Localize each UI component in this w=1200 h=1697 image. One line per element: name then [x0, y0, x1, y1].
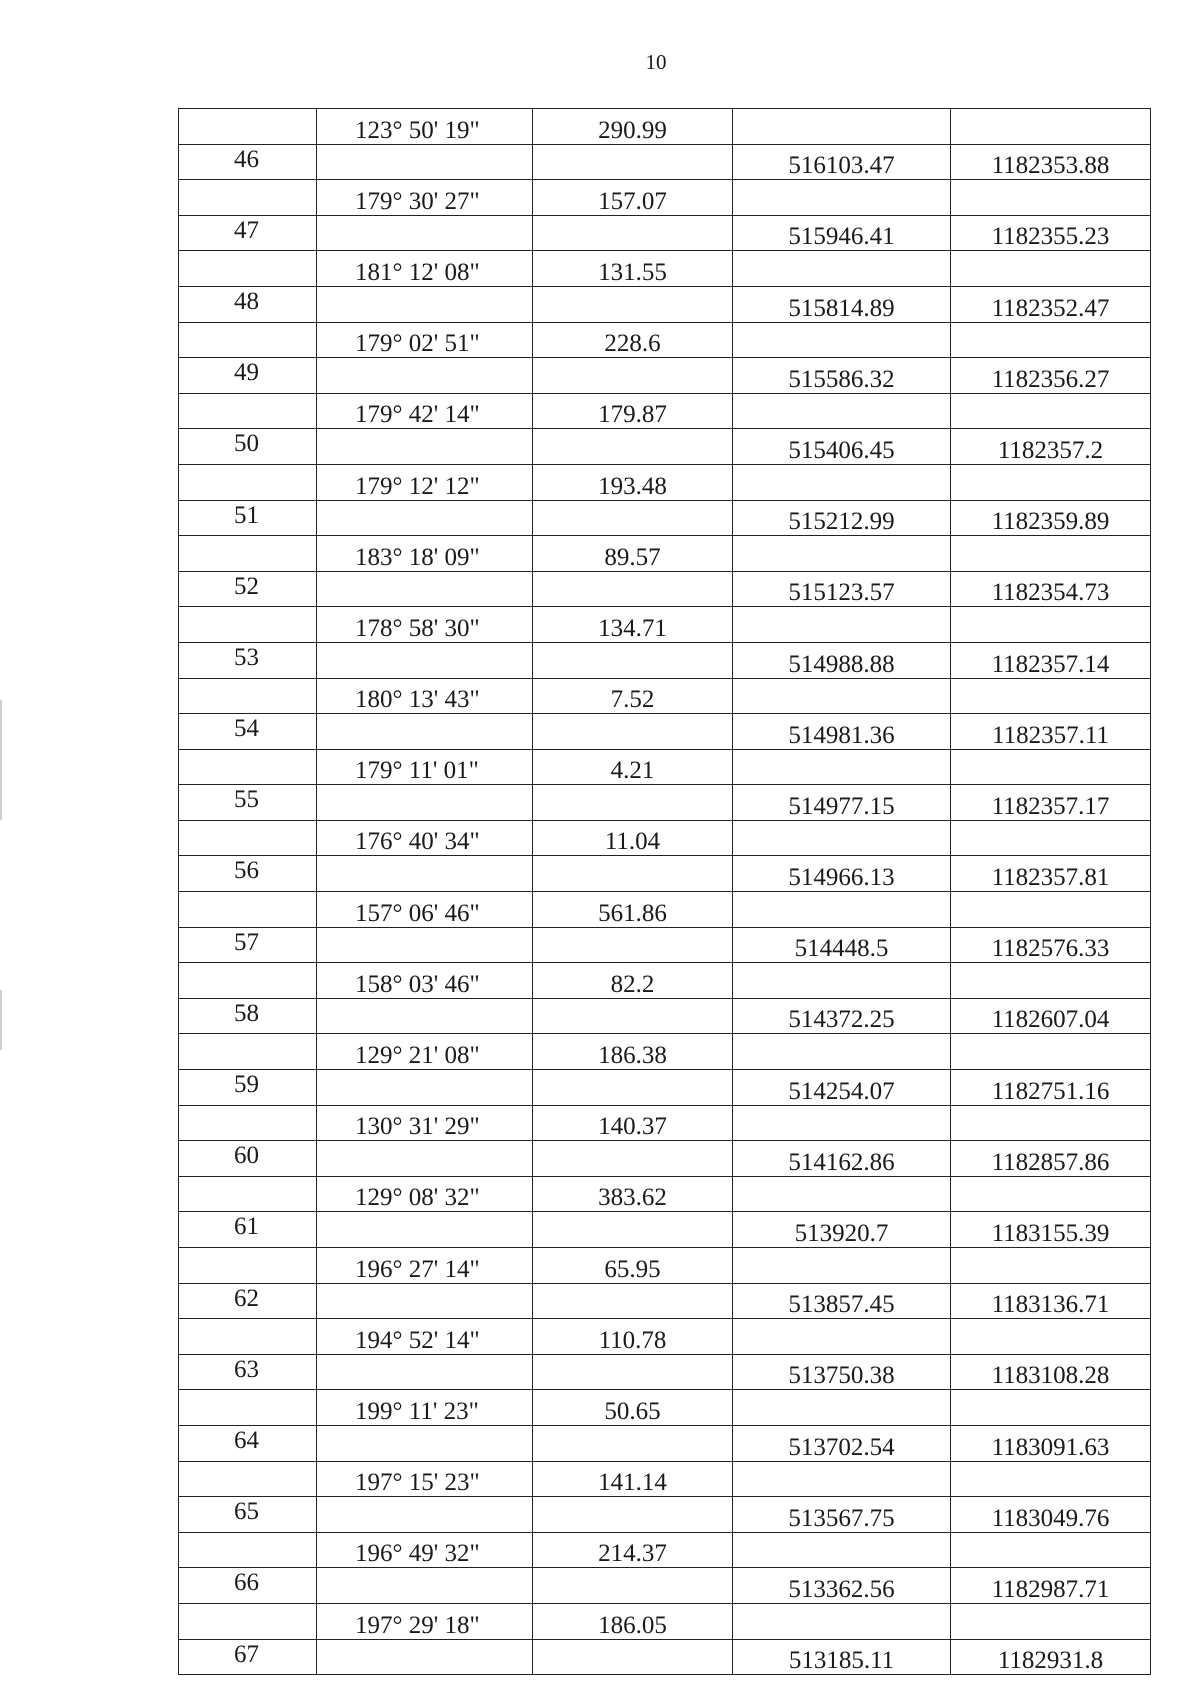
easting-cell: 1182357.17 [951, 785, 1151, 821]
table-row [179, 144, 1151, 180]
table-row [179, 998, 1151, 1034]
station-cell: 52 [179, 571, 317, 607]
northing-cell [733, 1248, 951, 1284]
bearing-cell: 181° 12' 08" [317, 251, 533, 287]
station-cell [179, 820, 317, 856]
distance-cell [533, 500, 733, 536]
table-row [179, 1248, 1151, 1284]
bearing-cell [317, 429, 533, 465]
distance-cell: 131.55 [533, 251, 733, 287]
scan-edge-mark [0, 700, 2, 820]
bearing-cell [317, 927, 533, 963]
northing-cell [733, 678, 951, 714]
bearing-cell: 197° 15' 23" [317, 1461, 533, 1497]
station-cell [179, 1603, 317, 1639]
station-cell [179, 749, 317, 785]
station-cell: 47 [179, 215, 317, 251]
easting-cell: 1182987.71 [951, 1568, 1151, 1604]
station-cell: 63 [179, 1354, 317, 1390]
easting-cell: 1182751.16 [951, 1070, 1151, 1106]
distance-cell [533, 785, 733, 821]
easting-cell [951, 892, 1151, 928]
northing-cell [733, 1105, 951, 1141]
station-cell: 53 [179, 642, 317, 678]
station-cell: 58 [179, 998, 317, 1034]
table-row [179, 1141, 1151, 1177]
station-cell [179, 1461, 317, 1497]
station-cell: 50 [179, 429, 317, 465]
station-cell [179, 1105, 317, 1141]
easting-cell [951, 1248, 1151, 1284]
distance-cell: 89.57 [533, 536, 733, 572]
bearing-cell [317, 856, 533, 892]
table-row [179, 678, 1151, 714]
northing-cell: 513567.75 [733, 1497, 951, 1533]
distance-cell: 193.48 [533, 464, 733, 500]
easting-cell: 1182353.88 [951, 144, 1151, 180]
easting-cell [951, 251, 1151, 287]
bearing-cell: 196° 27' 14" [317, 1248, 533, 1284]
station-cell: 64 [179, 1425, 317, 1461]
northing-cell: 514372.25 [733, 998, 951, 1034]
easting-cell: 1182357.11 [951, 714, 1151, 750]
northing-cell [733, 892, 951, 928]
easting-cell [951, 1319, 1151, 1355]
table-row [179, 1532, 1151, 1568]
northing-cell [733, 1532, 951, 1568]
table-row [179, 322, 1151, 358]
northing-cell [733, 393, 951, 429]
table-row [179, 1070, 1151, 1106]
station-cell: 49 [179, 358, 317, 394]
distance-cell: 11.04 [533, 820, 733, 856]
northing-cell: 515814.89 [733, 286, 951, 322]
bearing-cell [317, 1497, 533, 1533]
table-row [179, 1639, 1151, 1675]
bearing-cell [317, 1425, 533, 1461]
bearing-cell: 179° 11' 01" [317, 749, 533, 785]
station-cell [179, 536, 317, 572]
northing-cell: 514988.88 [733, 642, 951, 678]
easting-cell: 1182931.8 [951, 1639, 1151, 1675]
station-cell: 51 [179, 500, 317, 536]
easting-cell: 1183155.39 [951, 1212, 1151, 1248]
station-cell: 59 [179, 1070, 317, 1106]
northing-cell: 515123.57 [733, 571, 951, 607]
distance-cell [533, 429, 733, 465]
bearing-cell: 179° 12' 12" [317, 464, 533, 500]
northing-cell: 513857.45 [733, 1283, 951, 1319]
distance-cell [533, 1283, 733, 1319]
station-cell: 54 [179, 714, 317, 750]
station-cell [179, 1248, 317, 1284]
station-cell [179, 1034, 317, 1070]
easting-cell [951, 109, 1151, 145]
bearing-cell [317, 714, 533, 750]
bearing-cell [317, 144, 533, 180]
station-cell [179, 109, 317, 145]
station-cell: 60 [179, 1141, 317, 1177]
northing-cell: 515212.99 [733, 500, 951, 536]
table-row [179, 1425, 1151, 1461]
bearing-cell [317, 358, 533, 394]
bearing-cell: 176° 40' 34" [317, 820, 533, 856]
distance-cell [533, 1568, 733, 1604]
northing-cell [733, 820, 951, 856]
bearing-cell: 129° 21' 08" [317, 1034, 533, 1070]
northing-cell [733, 180, 951, 216]
table-row [179, 215, 1151, 251]
northing-cell [733, 1390, 951, 1426]
northing-cell [733, 109, 951, 145]
bearing-cell: 194° 52' 14" [317, 1319, 533, 1355]
distance-cell: 186.38 [533, 1034, 733, 1070]
bearing-cell: 129° 08' 32" [317, 1176, 533, 1212]
distance-cell [533, 1141, 733, 1177]
station-cell: 67 [179, 1639, 317, 1675]
northing-cell [733, 1461, 951, 1497]
bearing-cell: 199° 11' 23" [317, 1390, 533, 1426]
station-cell [179, 322, 317, 358]
bearing-cell: 179° 42' 14" [317, 393, 533, 429]
bearing-cell [317, 1568, 533, 1604]
table-row [179, 1319, 1151, 1355]
easting-cell [951, 1461, 1151, 1497]
bearing-cell: 130° 31' 29" [317, 1105, 533, 1141]
easting-cell [951, 464, 1151, 500]
bearing-cell: 158° 03' 46" [317, 963, 533, 999]
easting-cell [951, 1034, 1151, 1070]
station-cell [179, 1532, 317, 1568]
easting-cell: 1183136.71 [951, 1283, 1151, 1319]
northing-cell: 513750.38 [733, 1354, 951, 1390]
bearing-cell [317, 571, 533, 607]
table-row [179, 1603, 1151, 1639]
northing-cell: 513362.56 [733, 1568, 951, 1604]
station-cell: 66 [179, 1568, 317, 1604]
easting-cell: 1182357.81 [951, 856, 1151, 892]
distance-cell [533, 215, 733, 251]
northing-cell [733, 749, 951, 785]
distance-cell: 228.6 [533, 322, 733, 358]
easting-cell [951, 820, 1151, 856]
page-number: 10 [645, 50, 667, 74]
distance-cell: 82.2 [533, 963, 733, 999]
station-cell [179, 1390, 317, 1426]
bearing-cell: 197° 29' 18" [317, 1603, 533, 1639]
table-row [179, 251, 1151, 287]
distance-cell: 290.99 [533, 109, 733, 145]
distance-cell [533, 1425, 733, 1461]
station-cell [179, 393, 317, 429]
easting-cell [951, 1105, 1151, 1141]
table-row [179, 1105, 1151, 1141]
station-cell [179, 1319, 317, 1355]
easting-cell: 1183108.28 [951, 1354, 1151, 1390]
survey-traverse-table [178, 108, 1151, 1675]
northing-cell [733, 1319, 951, 1355]
easting-cell [951, 749, 1151, 785]
northing-cell [733, 1176, 951, 1212]
distance-cell [533, 286, 733, 322]
distance-cell: 4.21 [533, 749, 733, 785]
table-row [179, 642, 1151, 678]
table-row [179, 749, 1151, 785]
distance-cell [533, 927, 733, 963]
distance-cell [533, 998, 733, 1034]
northing-cell: 513185.11 [733, 1639, 951, 1675]
table-row [179, 963, 1151, 999]
northing-cell: 514977.15 [733, 785, 951, 821]
table-row [179, 1568, 1151, 1604]
distance-cell: 7.52 [533, 678, 733, 714]
table-row [179, 820, 1151, 856]
bearing-cell: 178° 58' 30" [317, 607, 533, 643]
table-row [179, 1354, 1151, 1390]
easting-cell: 1182356.27 [951, 358, 1151, 394]
bearing-cell [317, 286, 533, 322]
bearing-cell: 183° 18' 09" [317, 536, 533, 572]
table-row [179, 1176, 1151, 1212]
easting-cell: 1182354.73 [951, 571, 1151, 607]
station-cell [179, 1176, 317, 1212]
northing-cell: 514448.5 [733, 927, 951, 963]
table-row [179, 358, 1151, 394]
station-cell [179, 963, 317, 999]
station-cell [179, 464, 317, 500]
table-row [179, 536, 1151, 572]
easting-cell [951, 1390, 1151, 1426]
bearing-cell: 123° 50' 19" [317, 109, 533, 145]
distance-cell [533, 1354, 733, 1390]
easting-cell: 1182607.04 [951, 998, 1151, 1034]
northing-cell: 515406.45 [733, 429, 951, 465]
table-row [179, 1212, 1151, 1248]
northing-cell: 515586.32 [733, 358, 951, 394]
distance-cell: 140.37 [533, 1105, 733, 1141]
distance-cell: 157.07 [533, 180, 733, 216]
distance-cell [533, 714, 733, 750]
northing-cell: 516103.47 [733, 144, 951, 180]
northing-cell [733, 251, 951, 287]
table-row [179, 109, 1151, 145]
table-row [179, 1497, 1151, 1533]
northing-cell: 513702.54 [733, 1425, 951, 1461]
northing-cell [733, 1034, 951, 1070]
distance-cell [533, 1212, 733, 1248]
bearing-cell [317, 500, 533, 536]
table-row [179, 892, 1151, 928]
bearing-cell [317, 1639, 533, 1675]
bearing-cell [317, 642, 533, 678]
easting-cell: 1182576.33 [951, 927, 1151, 963]
easting-cell: 1182357.2 [951, 429, 1151, 465]
easting-cell [951, 607, 1151, 643]
distance-cell: 110.78 [533, 1319, 733, 1355]
easting-cell [951, 678, 1151, 714]
table-row [179, 500, 1151, 536]
bearing-cell [317, 1070, 533, 1106]
distance-cell [533, 1639, 733, 1675]
scan-edge-mark [0, 990, 2, 1050]
easting-cell: 1182359.89 [951, 500, 1151, 536]
station-cell [179, 607, 317, 643]
northing-cell [733, 607, 951, 643]
bearing-cell [317, 1141, 533, 1177]
table-row [179, 1283, 1151, 1319]
station-cell: 46 [179, 144, 317, 180]
bearing-cell: 196° 49' 32" [317, 1532, 533, 1568]
distance-cell: 383.62 [533, 1176, 733, 1212]
easting-cell [951, 393, 1151, 429]
table-row [179, 464, 1151, 500]
table-row [179, 714, 1151, 750]
table-row [179, 286, 1151, 322]
distance-cell: 65.95 [533, 1248, 733, 1284]
distance-cell [533, 358, 733, 394]
distance-cell [533, 1497, 733, 1533]
distance-cell: 134.71 [533, 607, 733, 643]
distance-cell: 214.37 [533, 1532, 733, 1568]
northing-cell: 513920.7 [733, 1212, 951, 1248]
distance-cell: 561.86 [533, 892, 733, 928]
station-cell: 57 [179, 927, 317, 963]
easting-cell: 1182355.23 [951, 215, 1151, 251]
table-row [179, 785, 1151, 821]
station-cell: 48 [179, 286, 317, 322]
easting-cell: 1182857.86 [951, 1141, 1151, 1177]
station-cell [179, 180, 317, 216]
easting-cell: 1182357.14 [951, 642, 1151, 678]
distance-cell [533, 144, 733, 180]
northing-cell: 514162.86 [733, 1141, 951, 1177]
easting-cell: 1183049.76 [951, 1497, 1151, 1533]
northing-cell: 514966.13 [733, 856, 951, 892]
distance-cell [533, 856, 733, 892]
distance-cell: 179.87 [533, 393, 733, 429]
easting-cell [951, 180, 1151, 216]
distance-cell: 50.65 [533, 1390, 733, 1426]
northing-cell [733, 536, 951, 572]
easting-cell: 1183091.63 [951, 1425, 1151, 1461]
northing-cell [733, 963, 951, 999]
easting-cell [951, 1603, 1151, 1639]
bearing-cell [317, 1283, 533, 1319]
easting-cell: 1182352.47 [951, 286, 1151, 322]
bearing-cell: 157° 06' 46" [317, 892, 533, 928]
northing-cell: 515946.41 [733, 215, 951, 251]
easting-cell [951, 963, 1151, 999]
bearing-cell: 180° 13' 43" [317, 678, 533, 714]
table-row [179, 429, 1151, 465]
bearing-cell [317, 998, 533, 1034]
distance-cell [533, 1070, 733, 1106]
easting-cell [951, 1532, 1151, 1568]
distance-cell: 141.14 [533, 1461, 733, 1497]
distance-cell [533, 571, 733, 607]
table-row [179, 927, 1151, 963]
bearing-cell [317, 1354, 533, 1390]
bearing-cell: 179° 02' 51" [317, 322, 533, 358]
station-cell: 65 [179, 1497, 317, 1533]
northing-cell [733, 1603, 951, 1639]
table-row [179, 1390, 1151, 1426]
northing-cell [733, 322, 951, 358]
northing-cell: 514981.36 [733, 714, 951, 750]
easting-cell [951, 536, 1151, 572]
table-row [179, 1461, 1151, 1497]
station-cell [179, 892, 317, 928]
easting-cell [951, 1176, 1151, 1212]
table-row [179, 393, 1151, 429]
station-cell [179, 251, 317, 287]
northing-cell: 514254.07 [733, 1070, 951, 1106]
bearing-cell [317, 1212, 533, 1248]
table-row [179, 1034, 1151, 1070]
station-cell: 56 [179, 856, 317, 892]
table-row [179, 856, 1151, 892]
station-cell: 55 [179, 785, 317, 821]
bearing-cell: 179° 30' 27" [317, 180, 533, 216]
table-row [179, 180, 1151, 216]
station-cell [179, 678, 317, 714]
survey-table-body [179, 109, 1151, 1675]
northing-cell [733, 464, 951, 500]
distance-cell [533, 642, 733, 678]
station-cell: 61 [179, 1212, 317, 1248]
bearing-cell [317, 215, 533, 251]
bearing-cell [317, 785, 533, 821]
station-cell: 62 [179, 1283, 317, 1319]
table-row [179, 607, 1151, 643]
easting-cell [951, 322, 1151, 358]
distance-cell: 186.05 [533, 1603, 733, 1639]
table-row [179, 571, 1151, 607]
